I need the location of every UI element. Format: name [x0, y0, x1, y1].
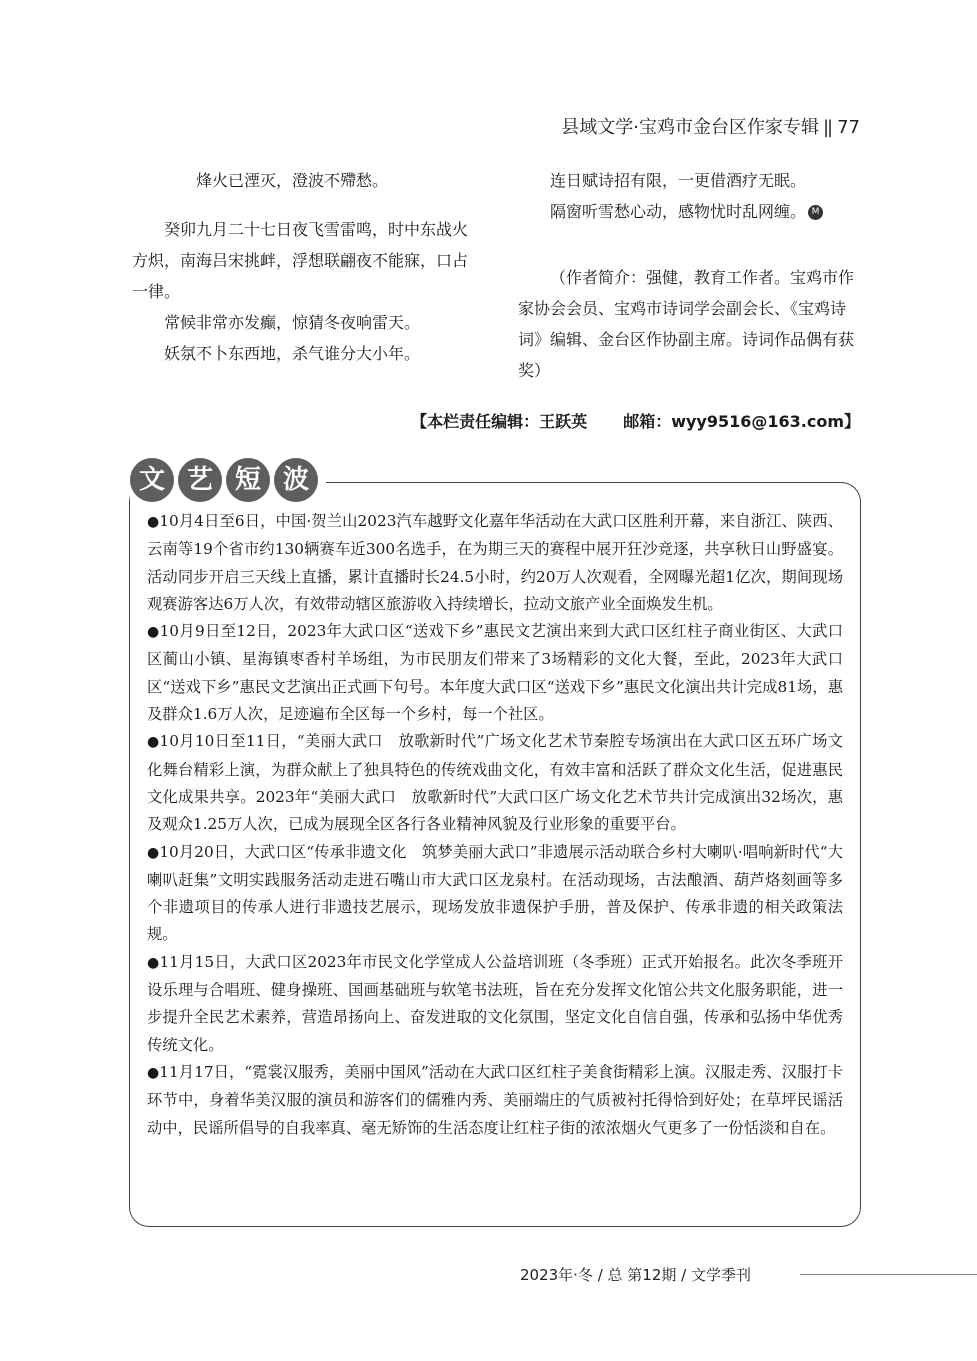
- news-item: [147, 508, 843, 618]
- bullet-icon: ●: [147, 954, 160, 971]
- bullet-icon: ●: [147, 734, 160, 751]
- news-item-text: 10月20日，大武口区“传承非遗文化 筑梦美丽大武口”非遗展示活动联合乡村大喇叭·唱响新时代“大喇叭赶集”文明实践服务活动走进石嘴山市大武口区龙泉村。在活动现场，古法酿酒、葫芦烙刻画等多个非遗项目的传承人进行非遗技艺展示，现场发放非遗保护手册，普及保护、传承非遗的相关政策法规。: [147, 842, 843, 944]
- footer-rule: [800, 1274, 977, 1275]
- column-title: [130, 456, 326, 504]
- editor-note: [400, 409, 860, 432]
- poem2-line-3: 连日赋诗招有限，一更借酒疗无眠。: [550, 171, 807, 190]
- poem2-line-4: [518, 196, 863, 227]
- news-item: [147, 839, 843, 949]
- news-item: [147, 1059, 843, 1142]
- column-title-char-1: 文: [130, 458, 174, 502]
- poem2-line-2: 妖氛不卜东西地，杀气谁分大小年。: [164, 344, 421, 363]
- bullet-icon: ●: [147, 844, 160, 861]
- news-item-text: 11月17日，“霓裳汉服秀，美丽中国风”活动在大武口区红柱子美食街精彩上演。汉服走秀、汉服打卡环节中，身着华美汉服的演员和游客们的儒雅内秀、美丽端庄的气质被衬托得恰到好处；在草坪民谣活动中，民谣所倡导的自我率真、毫无矫饰的生活态度让红柱子街的浓浓烟火气更多了一份恬淡和自在。: [147, 1062, 843, 1137]
- author-bio: [518, 262, 863, 386]
- end-mark-icon: M: [808, 205, 823, 220]
- bullet-icon: ●: [147, 1064, 160, 1081]
- news-item-text: 10月9日至12日，2023年大武口区“送戏下乡”惠民文艺演出来到大武口区红柱子商业街区、大武口区蔺山小镇、星海镇枣香村羊场组，为市民朋友们带来了3场精彩的文化大餐，至此，2023年大武口区“送戏下乡”惠民文艺演出正式画下句号。本年度大武口区“送戏下乡”惠民文化演出共计完成81场，惠及群众1.6万人次，足迹遍布全区每一个乡村，每一个社区。: [147, 622, 844, 724]
- news-list: [147, 508, 843, 1142]
- section-title: 县域文学·宝鸡市金台区作家专辑: [561, 117, 819, 138]
- column-editor: 【本栏责任编辑：王跃英: [411, 412, 588, 431]
- bullet-icon: ●: [147, 624, 160, 641]
- left-column: [132, 165, 477, 369]
- bullet-icon: ●: [147, 514, 160, 530]
- page-number: 77: [837, 117, 860, 138]
- column-title-char-3: 短: [226, 458, 270, 502]
- page-footer: 2023年·冬 / 总 第12期 / 文学季刊: [520, 1266, 751, 1284]
- editor-email: 邮箱：wyy9516@163.com】: [623, 412, 860, 431]
- running-header: [440, 113, 860, 139]
- news-item: [147, 728, 843, 838]
- column-title-char-2: 艺: [178, 458, 222, 502]
- right-column: [518, 165, 863, 227]
- news-item: [147, 949, 843, 1059]
- news-item-text: 11月15日，大武口区2023年市民文化学堂成人公益培训班（冬季班）正式开始报名。此次冬季班开设乐理与合唱班、健身操班、国画基础班与软笔书法班，旨在充分发挥文化馆公共文化服务职能，进一步提升全民艺术素养，营造昂扬向上、奋发进取的文化氛围，坚定文化自信自强，传承和弘扬中华优秀传统文化。: [147, 952, 843, 1054]
- poem2-line-4-text: 隔窗听雪愁心动，感物忧时乱网缠。: [550, 202, 807, 221]
- news-item-text: 10月10日至11日，“美丽大武口 放歌新时代”广场文化艺术节秦腔专场演出在大武口区五环广场文化舞台精彩上演，为群众献上了独具特色的传统戏曲文化，有效丰富和活跃了群众文化生活，促进惠民文化成果共享。2023年“美丽大武口 放歌新时代”大武口区广场文化艺术节共计完成演出32场次，惠及观众1.25万人次，已成为展现全区各行各业精神风貌及行业形象的重要平台。: [147, 732, 843, 834]
- poem2-line-1: 常候非常亦发癫，惊猜冬夜响雷天。: [164, 313, 421, 332]
- news-item: [147, 618, 843, 728]
- author-bio-text: （作者简介：强健，教育工作者。宝鸡市作家协会会员、宝鸡市诗词学会副会长、《宝鸡诗词》编辑、金台区作协副主席。诗词作品偶有获奖）: [518, 268, 855, 380]
- poem2-preface: 癸卯九月二十七日夜飞雪雷鸣，时中东战火方炽，南海吕宋挑衅，浮想联翩夜不能寐，口占一律。: [132, 220, 469, 301]
- column-title-char-4: 波: [274, 458, 318, 502]
- poem1-last-line: 烽火已湮灭，澄波不殢愁。: [196, 171, 389, 190]
- news-item-text: 10月4日至6日，中国·贺兰山2023汽车越野文化嘉年华活动在大武口区胜利开幕，来自浙江、陕西、云南等19个省市约130辆赛车近300名选手，在为期三天的赛程中展开狂沙竞逐，共享秋日山野盛宴。活动同步开启三天线上直播，累计直播时长24.5小时，约20万人次观看，全网曝光超1亿次，期间现场观赛游客达6万人次，有效带动辖区旅游收入持续增长，拉动文旅产业全面焕发生机。: [147, 512, 843, 613]
- header-separator: ||: [822, 117, 832, 138]
